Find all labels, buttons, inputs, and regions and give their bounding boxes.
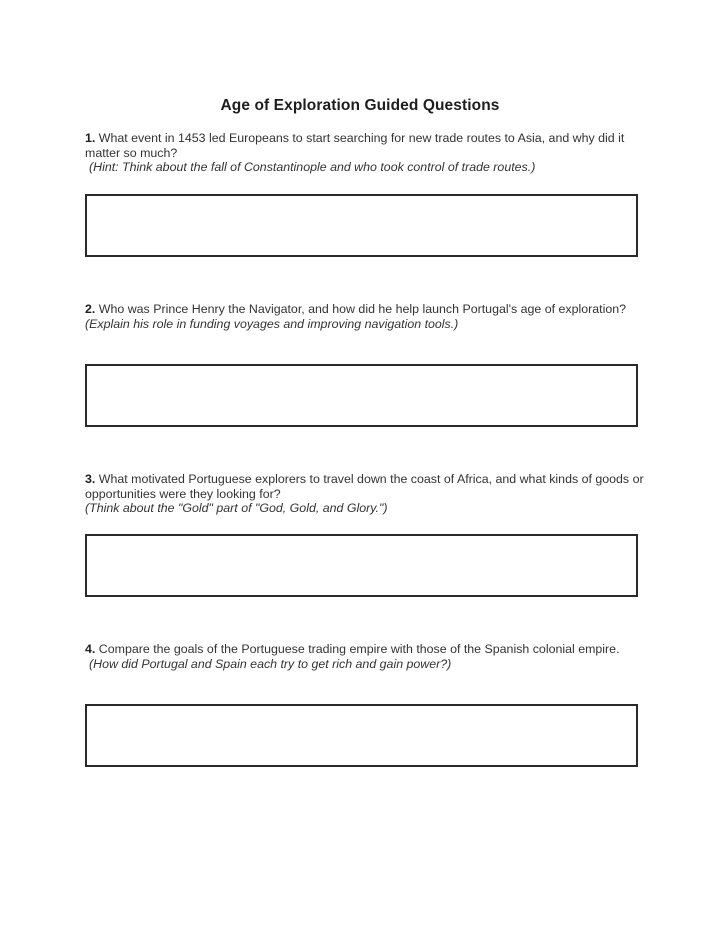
question-hint: (Hint: Think about the fall of Constantinople and who took control of trade routes.) (89, 160, 536, 174)
question-hint: (Think about the "Gold" part of "God, Gold, and Glory.") (85, 501, 388, 515)
question-hint: (Explain his role in funding voyages and improving navigation tools.) (85, 316, 459, 331)
question-text: What motivated Portuguese explorers to travel down the coast of Africa, and what kinds of goods or opportunities were they looking for? (85, 472, 644, 501)
answer-box-4[interactable] (85, 704, 638, 767)
question-2 (85, 302, 645, 331)
answer-box-3[interactable] (85, 534, 638, 597)
question-text: Who was Prince Henry the Navigator, and how did he help launch Portugal's age of exploration? (98, 302, 627, 316)
question-1 (85, 131, 645, 175)
worksheet-title: Age of Exploration Guided Questions (220, 97, 500, 114)
question-number: 2. (85, 302, 96, 316)
question-number: 1. (85, 131, 96, 145)
question-text: Compare the goals of the Portuguese trading empire with those of the Spanish colonial empire. (98, 642, 620, 656)
answer-box-2[interactable] (85, 364, 638, 427)
question-3 (85, 472, 645, 516)
question-number: 3. (85, 472, 96, 486)
question-text: What event in 1453 led Europeans to start searching for new trade routes to Asia, and why did it matter so much? (85, 131, 625, 160)
question-number: 4. (85, 642, 96, 656)
answer-box-1[interactable] (85, 194, 638, 257)
question-hint: (How did Portugal and Spain each try to get rich and gain power?) (89, 656, 452, 671)
question-4 (85, 642, 645, 671)
